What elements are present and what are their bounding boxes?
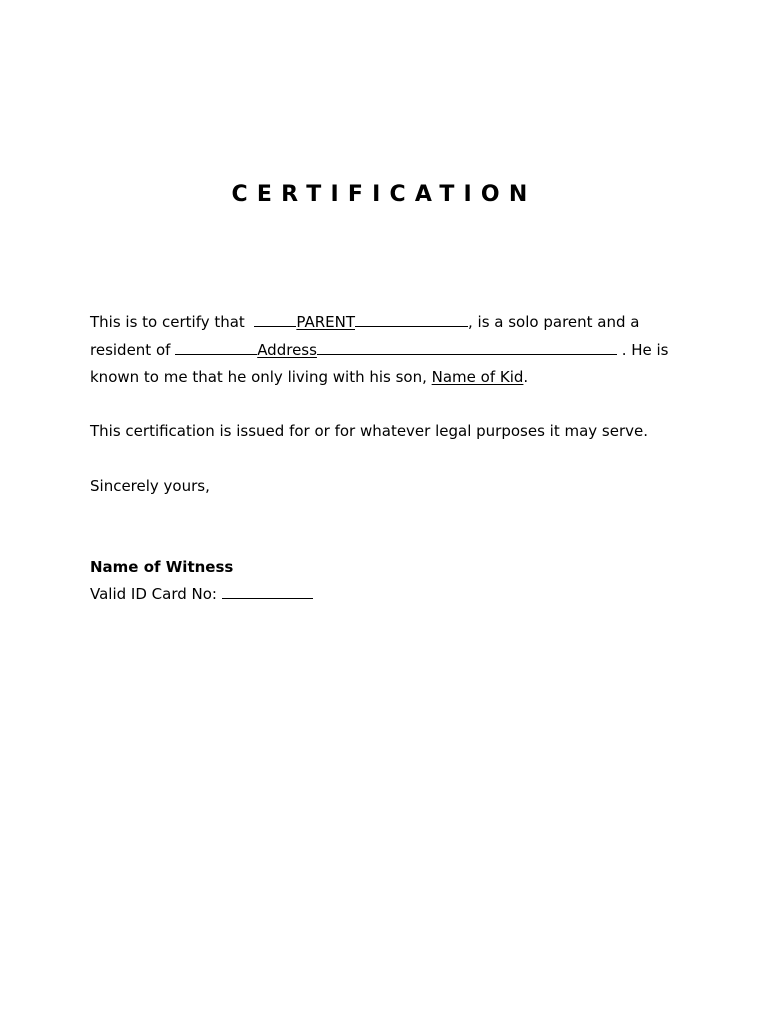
kid-placeholder: Name of Kid <box>431 368 524 386</box>
resident-line <box>90 340 669 360</box>
id-card-label: Valid ID Card No: <box>90 585 222 603</box>
id-card-line <box>90 584 313 604</box>
id-card-blank <box>222 584 313 599</box>
address-placeholder: Address <box>257 341 317 359</box>
address-blank-left <box>175 340 257 355</box>
known-line <box>90 367 528 387</box>
known-suffix: . <box>523 368 529 386</box>
address-blank-right <box>317 340 617 355</box>
resident-prefix: resident of <box>90 341 176 359</box>
witness-name: Name of Witness <box>90 558 234 576</box>
closing-line: Sincerely yours, <box>90 477 210 495</box>
parent-placeholder: PARENT <box>296 313 355 331</box>
parent-blank-right <box>355 312 468 327</box>
certify-prefix: This is to certify that <box>90 313 255 331</box>
resident-suffix: . He is <box>616 341 669 359</box>
known-prefix: known to me that he only living with his son, <box>90 368 432 386</box>
document-title: CERTIFICATION <box>231 182 537 207</box>
certify-suffix: , is a solo parent and a <box>468 313 640 331</box>
certify-line <box>90 312 639 332</box>
purpose-line: This certification is issued for or for whatever legal purposes it may serve. <box>90 422 649 440</box>
parent-blank-left <box>254 312 296 327</box>
